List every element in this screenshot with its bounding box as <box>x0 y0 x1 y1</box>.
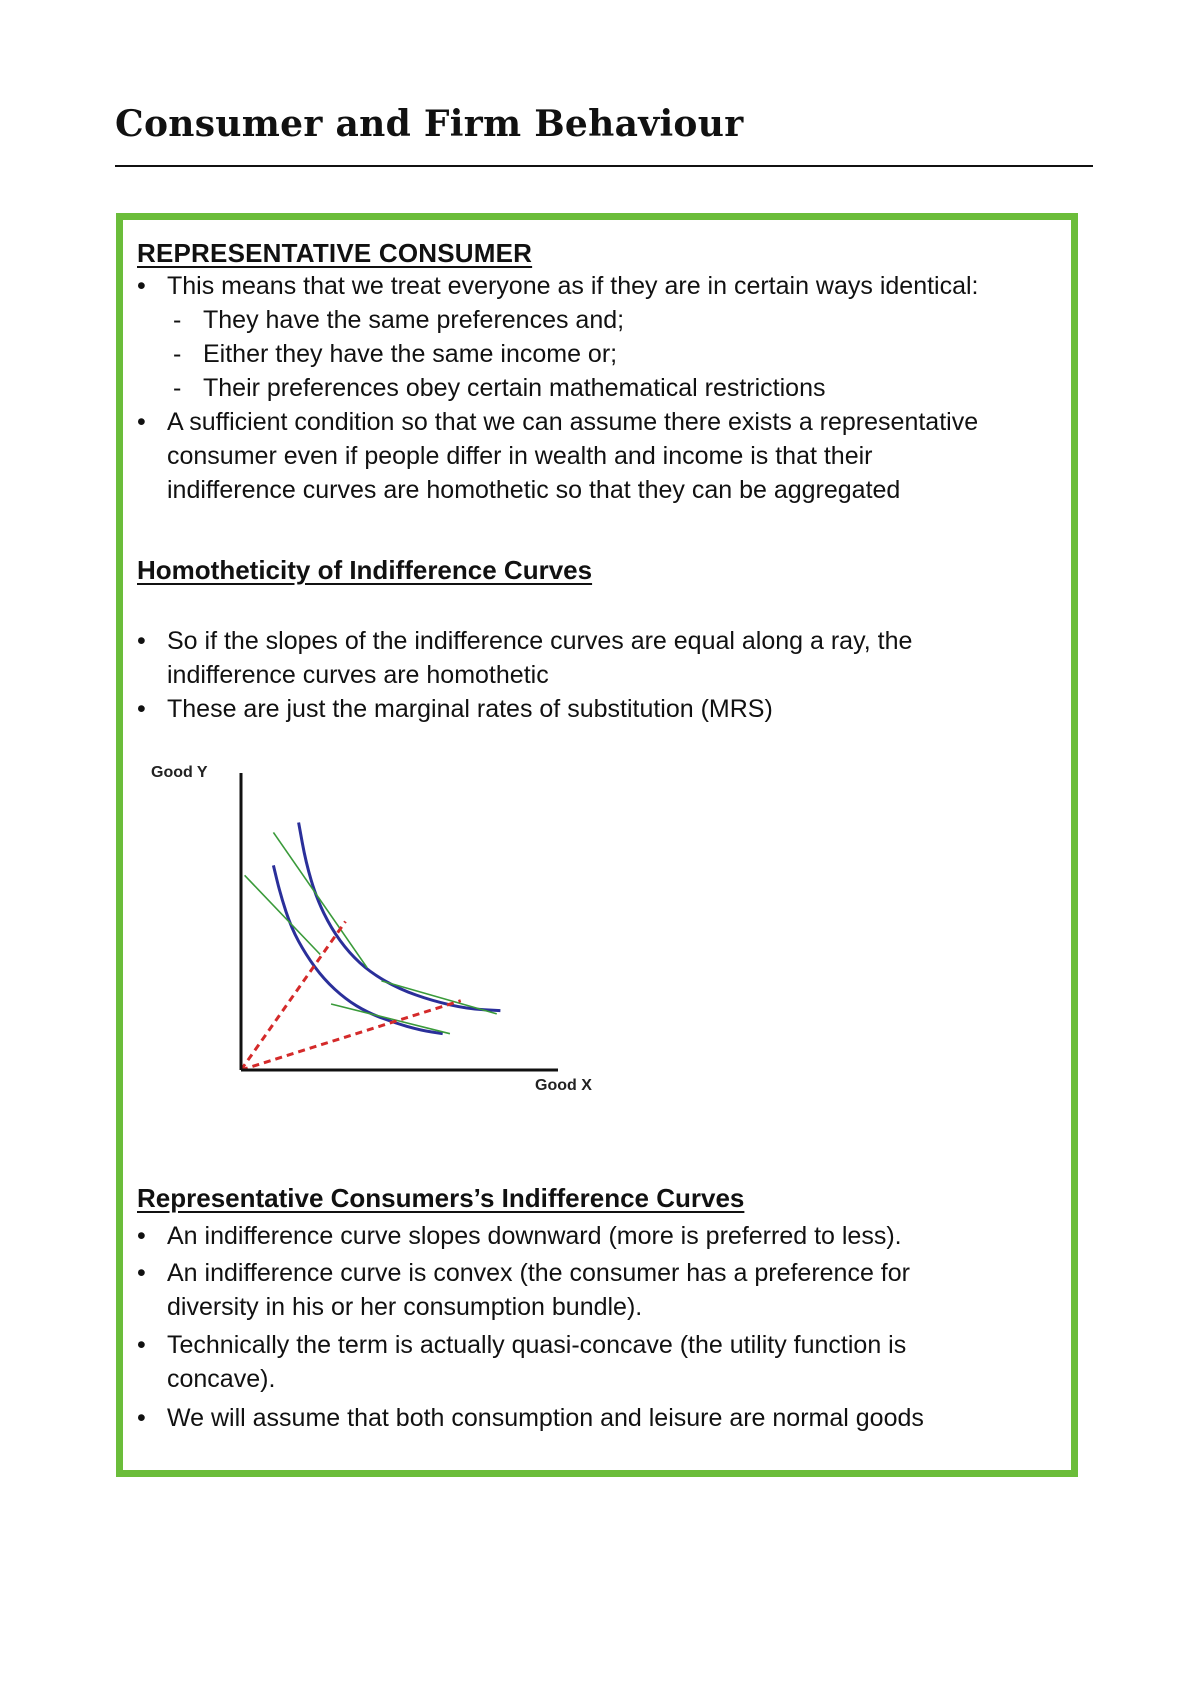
notes-box <box>116 213 1078 1477</box>
dash-icon: - <box>173 306 182 334</box>
bullet-icon: • <box>137 1404 146 1432</box>
bullet-text: A sufficient condition so that we can assume there exists a representative <box>167 408 979 436</box>
dash-icon: - <box>173 374 182 402</box>
bullet-text: An indifference curve is convex (the consumer has a preference for <box>167 1259 910 1287</box>
indifference-curve-chart <box>143 755 663 1105</box>
bullet-text: We will assume that both consumption and leisure are normal goods <box>167 1404 924 1432</box>
sub-bullet-text: Either they have the same income or; <box>203 340 618 368</box>
bullet-text-continued: consumer even if people differ in wealth and income is that their <box>167 442 873 470</box>
page-title: Consumer and Firm Behaviour <box>115 103 744 145</box>
indifference-curve <box>273 865 442 1033</box>
bullet-text: This means that we treat everyone as if they are in certain ways identical: <box>167 272 979 300</box>
bullet-icon: • <box>137 408 146 436</box>
bullet-text-continued: indifference curves are homothetic so that they can be aggregated <box>167 476 901 504</box>
bullet-text: Technically the term is actually quasi-concave (the utility function is <box>167 1331 907 1359</box>
ray-from-origin <box>241 1001 461 1070</box>
y-axis-label: Good Y <box>151 764 208 781</box>
section-heading-homotheticity: Homotheticity of Indifference Curves <box>137 555 593 585</box>
bullet-text-continued: diversity in his or her consumption bundle). <box>167 1293 643 1321</box>
bullet-icon: • <box>137 627 146 655</box>
sub-bullet-text: Their preferences obey certain mathematical restrictions <box>203 374 826 402</box>
ray-from-origin <box>241 922 345 1071</box>
section-heading-representative-consumers-curves: Representative Consumers’s Indifference Curves <box>137 1183 745 1213</box>
bullet-text: An indifference curve slopes downward (more is preferred to less). <box>167 1222 902 1250</box>
tangent-line <box>273 832 367 967</box>
tangent-line <box>331 1004 450 1034</box>
bullet-text: So if the slopes of the indifference curves are equal along a ray, the <box>167 627 913 655</box>
sub-bullet-text: They have the same preferences and; <box>203 306 625 334</box>
bullet-icon: • <box>137 1222 146 1250</box>
x-axis-label: Good X <box>535 1077 592 1094</box>
tangent-line <box>245 875 321 954</box>
bullet-icon: • <box>137 695 146 723</box>
dash-icon: - <box>173 340 182 368</box>
bullet-text-continued: indifference curves are homothetic <box>167 661 549 689</box>
bullet-icon: • <box>137 1331 146 1359</box>
bullet-text-continued: concave). <box>167 1365 276 1393</box>
bullet-icon: • <box>137 1259 146 1287</box>
bullet-icon: • <box>137 272 146 300</box>
section-heading-representative-consumer: REPRESENTATIVE CONSUMER <box>137 238 533 268</box>
bullet-text: These are just the marginal rates of substitution (MRS) <box>167 695 773 723</box>
title-divider <box>115 165 1093 167</box>
